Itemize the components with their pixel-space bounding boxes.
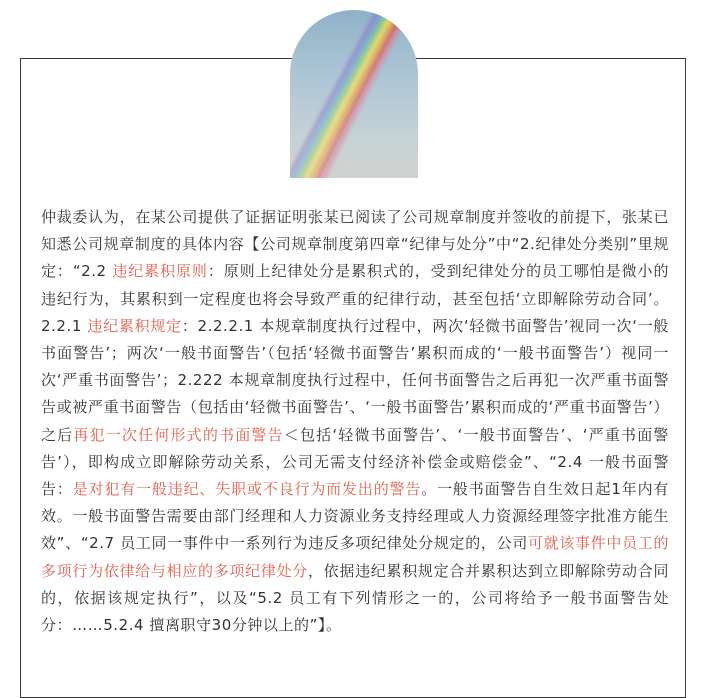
highlighted-phrase: 违纪累积规定 xyxy=(87,316,182,335)
text-segment: ：2.2.2.1 本规章制度执行过程中，两次‘轻微书面警告’视同一次‘一般书面警告’；两次‘一般书面警告’（包括‘轻微书面警告’累积而成的‘一般书面警告’）视同一次‘严重书面警告’；2.222 本规章制度执行过程中，任何书面警告之后再犯一次严重书面警告或被严重书面警告（包括由‘轻微书面警告’、‘一般书面警告’累积而成的‘严重书面警告’）之后 xyxy=(41,316,669,444)
highlighted-phrase: 再犯一次任何形式的书面警告 xyxy=(73,425,284,444)
rainbow-icon xyxy=(290,10,418,178)
highlighted-phrase: 是对犯有一般违纪、失职或不良行为而发出的警告 xyxy=(72,480,422,499)
text-segment: 仲裁委认为，在某公司提供了证据证明张某已阅读了公司规章制度并签收的前提下，张某已知悉公司规章制度的具体内容【公司规章制度第四章“纪律与处分”中“2.纪律处分类别”里规定：“2.2 xyxy=(41,208,669,281)
text-segment: ，依据违纪累积规定合并累积达到立即解除劳动合同的，依据该规定执行”，以及“5.2 员工有下列情形之一的，公司将给予一般书面警告处分：……5.2.4 擅离职守30分钟以上的”】。 xyxy=(41,561,669,635)
text-segment: ：原则上纪律处分是累积式的，受到纪律处分的员工哪怕是微小的违纪行为，其累积到一定程度也将会导致严重的纪律行动，甚至包括‘立即解除劳动合同’。2.2.1 xyxy=(41,262,670,335)
highlighted-phrase: 可就该事件中员工的多项行为依律给与相应的多项纪律处分 xyxy=(41,534,669,580)
highlighted-phrase: 违纪累积原则 xyxy=(112,262,208,281)
text-segment: 。一般书面警告自生效日起1年内有效。一般书面警告需要由部门经理和人力资源业务支持经理或人力资源经理签字批准方能生效”、“2.7 员工同一事件中一系列行为违反多项纪律处分规定的，公司 xyxy=(41,480,669,553)
article-paragraph xyxy=(41,204,669,639)
text-segment: ＜包括‘轻微书面警告’、‘一般书面警告’、‘严重书面警告’），即构成立即解除劳动关系，公司无需支付经济补偿金或赔偿金”、“2.4 一般书面警告： xyxy=(41,425,669,499)
rainbow-sky-photo xyxy=(290,10,418,178)
